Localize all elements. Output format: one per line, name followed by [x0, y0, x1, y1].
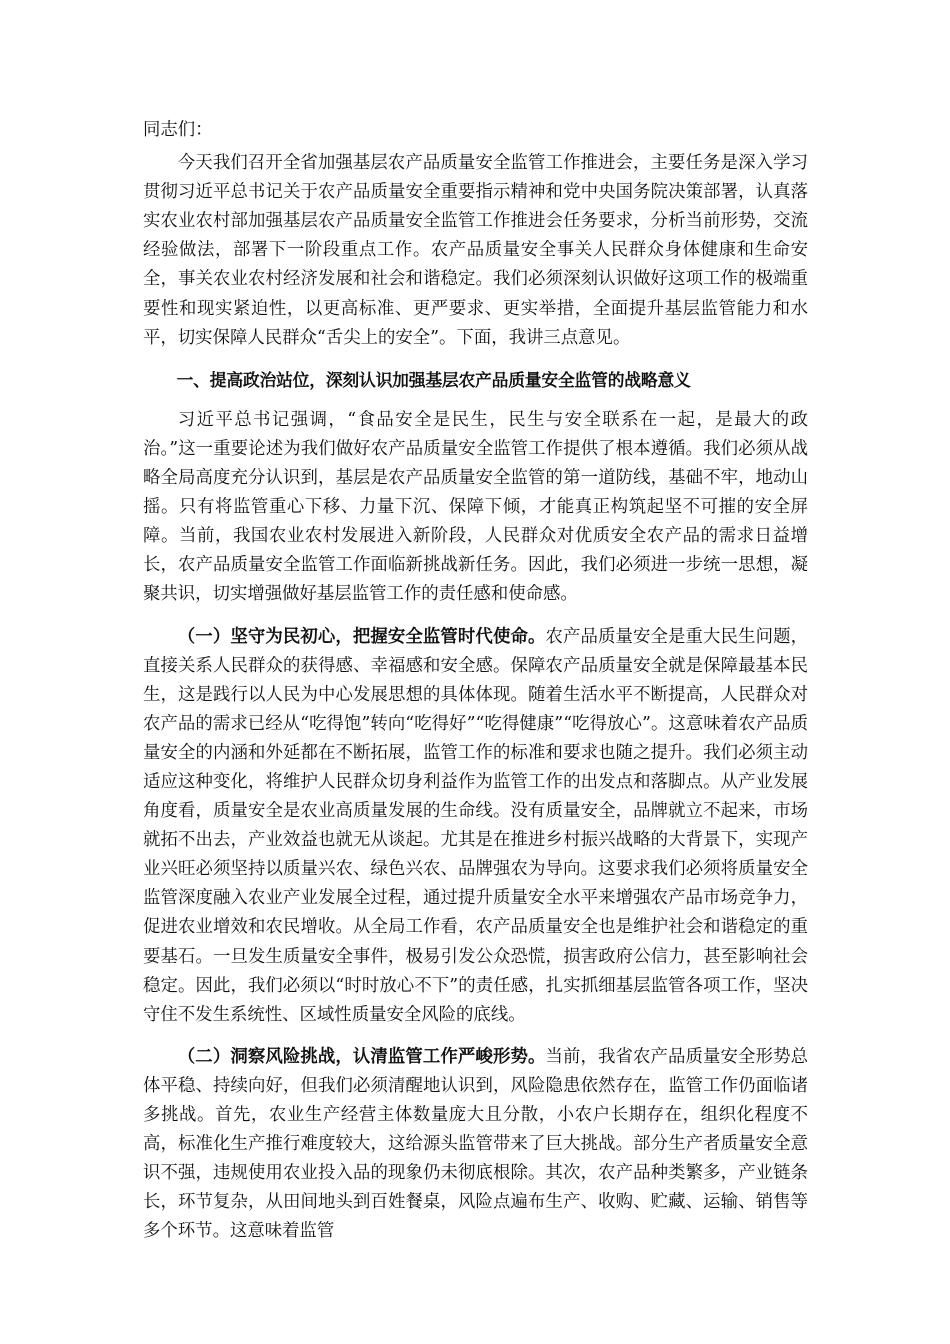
subsection-2-lead: （二）洞察风险挑战，认清监管工作严峻形势。	[177, 1046, 546, 1067]
intro-paragraph: 今天我们召开全省加强基层农产品质量安全监管工作推进会，主要任务是深入学习贯彻习近平总书记关于农产品质量安全重要指示精神和党中央国务院决策部署，认真落实农业农村部加强基层农产品质量安全监管工作推进会任务要求，分析当前形势，交流经验做法，部署下一阶段重点工作。农产品质量安全事关人民群众身体健康和生命安全，事关农业农村经济发展和社会和谐稳定。我们必须深刻认识做好这项工作的极端重要性和现实紧迫性，以更高标准、更严要求、更实举措，全面提升基层监管能力和水平，切实保障人民群众“舌尖上的安全”。下面，我讲三点意见。	[143, 153, 808, 348]
document-body	[143, 116, 808, 1259]
section-paragraph: 习近平总书记强调，“食品安全是民生，民生与安全联系在一起，是最大的政治。”这一重要论述为我们做好农产品质量安全监管工作提供了根本遵循。我们必须从战略全局高度充分认识到，基层是农产品质量安全监管的第一道防线，基础不牢，地动山摇。只有将监管重心下移、力量下沉、保障下倾，才能真正构筑起坚不可摧的安全屏障。当前，我国农业农村发展进入新阶段，人民群众对优质安全农产品的需求日益增长，农产品质量安全监管工作面临新挑战新任务。因此，我们必须进一步统一思想，凝聚共识，切实增强做好基层监管工作的责任感和使命感。	[143, 409, 808, 605]
subsection-1-lead: （一）坚守为民初心，把握安全监管时代使命。	[177, 626, 546, 647]
subsection-1	[143, 623, 808, 1030]
subsection-1-body: 农产品质量安全是重大民生问题，直接关系人民群众的获得感、幸福感和安全感。保障农产品质量安全就是保障最基本民生，这是践行以人民为中心发展思想的具体体现。随着生活水平不断提高，人民群众对农产品的需求已经从“吃得饱”转向“吃得好”“吃得健康”“吃得放心”。这意味着农产品质量安全的内涵和外延都在不断拓展，监管工作的标准和要求也随之提升。我们必须主动适应这种变化，将维护人民群众切身利益作为监管工作的出发点和落脚点。从产业发展角度看，质量安全是农业高质量发展的生命线。没有质量安全，品牌就立不起来，市场就拓不出去，产业效益也就无从谈起。尤其是在推进乡村振兴战略的大背景下，实现产业兴旺必须坚持以质量兴农、绿色兴农、品牌强农为导向。这要求我们必须将质量安全监管深度融入农业产业发展全过程，通过提升质量安全水平来增强农产品市场竞争力，促进农业增效和农民增收。从全局工作看，农产品质量安全也是维护社会和谐稳定的重要基石。一旦发生质量安全事件，极易引发公众恐慌，损害政府公信力，甚至影响社会稳定。因此，我们必须以“时时放心不下”的责任感，扎实抓细基层监管各项工作，坚决守住不发生系统性、区域性质量安全风险的底线。	[143, 626, 808, 1025]
section-heading: 一、提高政治站位，深刻认识加强基层农产品质量安全监管的战略意义	[176, 369, 691, 390]
salutation: 同志们：	[143, 120, 213, 140]
subsection-2	[143, 1043, 808, 1247]
subsection-2-body: 当前，我省农产品质量安全形势总体平稳、持续向好，但我们必须清醒地认识到，风险隐患依然存在，监管工作仍面临诸多挑战。首先，农业生产经营主体数量庞大且分散，小农户长期存在，组织化程度不高，标准化生产推行难度较大，这给源头监管带来了巨大挑战。部分生产者质量安全意识不强，违规使用农业投入品的现象仍未彻底根除。其次，农产品种类繁多，产业链条长，环节复杂，从田间地头到百姓餐桌，风险点遍布生产、收购、贮藏、运输、销售等多个环节。这意味着监管	[143, 1046, 808, 1242]
